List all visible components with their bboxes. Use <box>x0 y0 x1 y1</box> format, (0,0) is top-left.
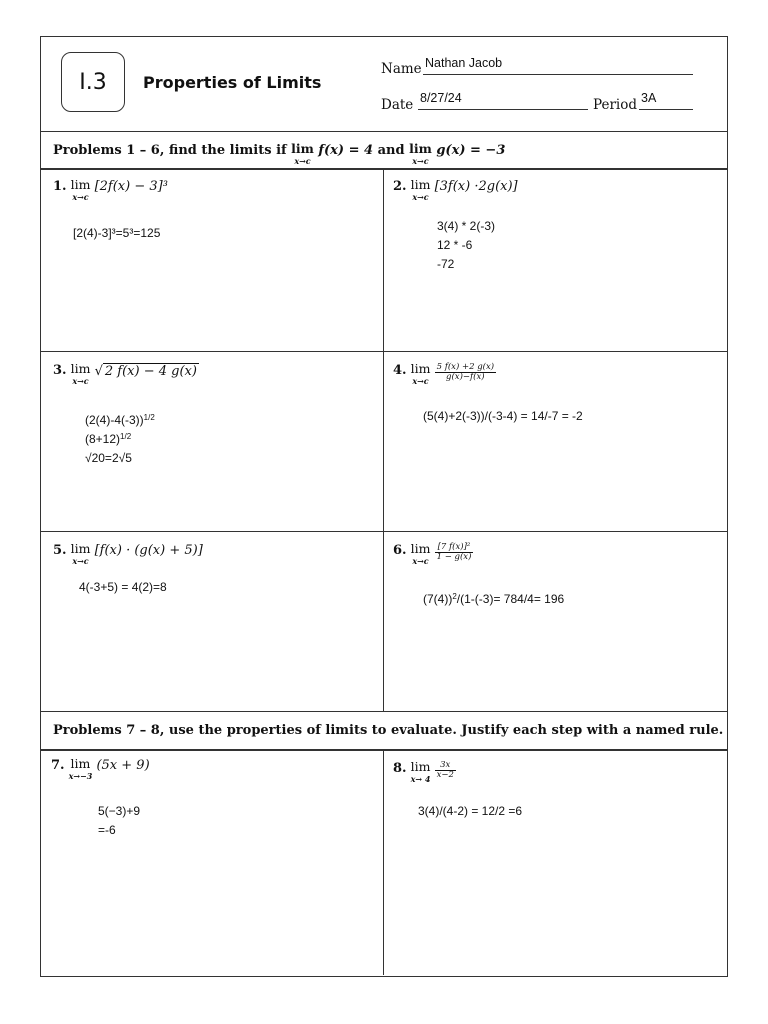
date-label: Date <box>381 97 414 113</box>
name-label: Name <box>381 61 422 77</box>
name-field[interactable] <box>423 58 693 75</box>
section-1-instructions: Problems 1 – 6, find the limits if lim x→c f(x) = 4 and lim x→c g(x) = −3 <box>53 141 506 166</box>
section-2-instructions: Problems 7 – 8, use the properties of limits to evaluate. Justify each step with a named rule. <box>53 723 724 738</box>
column-divider <box>383 170 384 711</box>
divider <box>41 531 727 532</box>
date-value: 8/27/24 <box>420 91 462 105</box>
date-field[interactable] <box>418 93 588 110</box>
divider <box>41 711 727 712</box>
divider <box>41 168 727 170</box>
worksheet <box>40 36 728 977</box>
name-value: Nathan Jacob <box>425 56 503 70</box>
lesson-title: Properties of Limits <box>143 73 322 92</box>
problem-1: 1. lim x→c [2f(x) − 3]³ <box>53 177 168 202</box>
answer-1: [2(4)-3]³=5³=125 <box>73 226 161 240</box>
period-field[interactable] <box>639 93 693 110</box>
problem-6: 6. lim x→c $\frac{\text{[7 f(x)]²}}{1 - g(x)}$ <box>393 541 472 566</box>
period-value: 3A <box>641 91 657 105</box>
answer-3: $(2(4)-4(-3))^{1/2}$ $(8+12)^{1/2}$ √20=2√5 <box>85 413 155 465</box>
answer-7: 5(−3)+9 =-6 <box>98 804 141 837</box>
divider <box>41 749 727 751</box>
divider <box>41 351 727 352</box>
answer-5: 4(-3+5) = 4(2)=8 <box>79 580 167 594</box>
problem-8: 8. lim x→ 4 $\frac{3x}{x-2}$ <box>393 759 454 784</box>
lesson-number-box <box>61 52 125 112</box>
problem-7: 7. lim x→−3 (5x + 9) <box>51 756 150 781</box>
lesson-number: I.3 <box>79 69 107 95</box>
problem-2: 2. lim x→c [3f(x) ·2g(x)] <box>393 177 518 202</box>
column-divider <box>383 751 384 975</box>
problem-3: 3. lim x→c √ 2 f(x) − 4 g(x) <box>53 361 197 386</box>
problem-5: 5. lim x→c [f(x) · (g(x) + 5)] <box>53 541 203 566</box>
answer-6: $(7(4))^2/(1-(-3)= 784/4= 196$ <box>423 592 565 606</box>
period-label: Period <box>593 97 638 113</box>
answer-4: (5(4)+2(-3))/(-3-4) = 14/-7 = -2 <box>423 409 583 423</box>
answer-2: 3(4) * 2(-3) 12 * -6 -72 <box>437 219 496 271</box>
answer-8: 3(4)/(4-2) = 12/2 =6 <box>418 804 523 818</box>
divider <box>41 131 727 132</box>
problem-4: 4. lim x→c $\frac{5 f(x) +2 g(x)}{g(x)-f(x)}$ <box>393 361 495 386</box>
